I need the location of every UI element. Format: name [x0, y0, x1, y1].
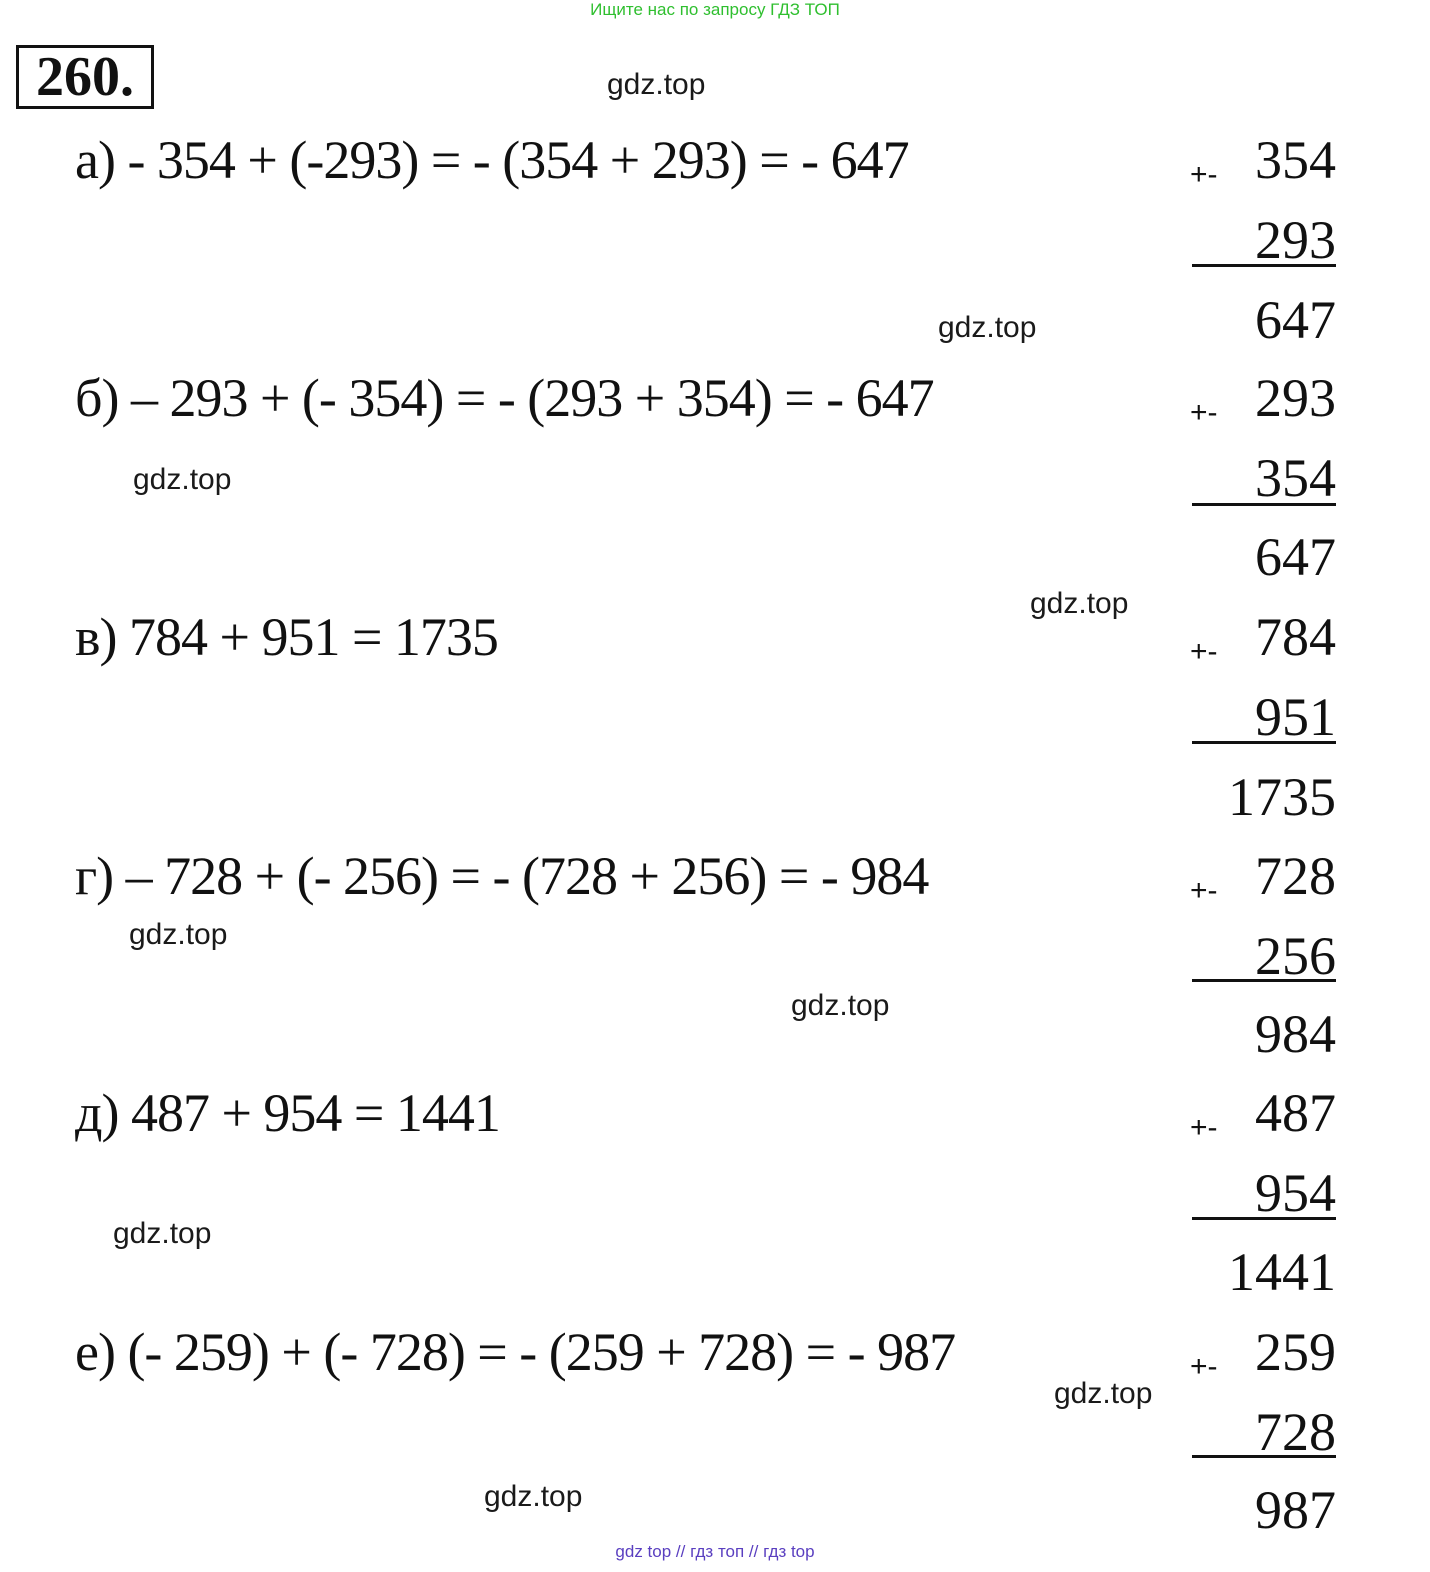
column-sign: +- — [1190, 1111, 1218, 1144]
column-sum-line — [1192, 1217, 1336, 1220]
column-sum-line — [1192, 741, 1336, 744]
task-number: 260. — [16, 45, 154, 109]
bottom-site-note: gdz top // гдз топ // гдз top — [615, 1542, 815, 1561]
column-bottom-operand: 256 — [1255, 926, 1336, 986]
column-sign: +- — [1190, 1350, 1218, 1383]
column-top-operand: 784 — [1255, 607, 1336, 667]
watermark: gdz.top — [607, 68, 706, 101]
column-result: 647 — [1255, 290, 1336, 350]
problem-expression: (- 259) + (- 728) = - (259 + 728) = - 987 — [127, 1322, 956, 1382]
column-bottom-operand: 354 — [1255, 448, 1336, 508]
column-sum-line — [1192, 264, 1336, 267]
column-sum-line — [1192, 503, 1336, 506]
column-bottom-operand: 293 — [1255, 210, 1336, 270]
problem-expression: – 293 + (- 354) = - (293 + 354) = - 647 — [130, 368, 934, 428]
watermark: gdz.top — [1054, 1377, 1153, 1410]
column-sign: +- — [1190, 874, 1218, 907]
top-search-note: Ищите нас по запросу ГДЗ ТОП — [590, 0, 840, 19]
watermark: gdz.top — [791, 989, 890, 1022]
watermark: gdz.top — [484, 1480, 583, 1513]
column-top-operand: 487 — [1255, 1083, 1336, 1143]
problem-expression: - 354 + (-293) = - (354 + 293) = - 647 — [127, 130, 909, 190]
problem-a-equation — [75, 130, 909, 190]
watermark: gdz.top — [129, 918, 228, 951]
problem-label: в) — [75, 607, 117, 667]
problem-c-equation — [75, 607, 498, 667]
watermark: gdz.top — [113, 1217, 212, 1250]
column-sign: +- — [1190, 158, 1218, 191]
column-sign: +- — [1190, 635, 1218, 668]
column-top-operand: 259 — [1255, 1322, 1336, 1382]
problem-f-equation — [75, 1322, 955, 1382]
problem-label: д) — [75, 1083, 119, 1143]
column-top-operand: 728 — [1255, 846, 1336, 906]
column-result: 1441 — [1228, 1242, 1336, 1302]
problem-expression: 487 + 954 = 1441 — [130, 1083, 500, 1143]
column-sum-line — [1192, 1455, 1336, 1458]
problem-b-equation — [75, 368, 934, 428]
column-bottom-operand: 954 — [1255, 1163, 1336, 1223]
column-result: 647 — [1255, 527, 1336, 587]
problem-e-equation — [75, 1083, 500, 1143]
problem-label: а) — [75, 130, 115, 190]
column-top-operand: 293 — [1255, 368, 1336, 428]
problem-d-equation — [75, 846, 928, 906]
watermark: gdz.top — [133, 463, 232, 496]
watermark: gdz.top — [1030, 587, 1129, 620]
problem-label: б) — [75, 368, 119, 428]
column-result: 1735 — [1228, 767, 1336, 827]
column-sum-line — [1192, 979, 1336, 982]
column-bottom-operand: 728 — [1255, 1402, 1336, 1462]
problem-expression: – 728 + (- 256) = - (728 + 256) = - 984 — [125, 846, 929, 906]
problem-label: г) — [75, 846, 114, 906]
problem-label: е) — [75, 1322, 115, 1382]
column-sign: +- — [1190, 396, 1218, 429]
problem-expression: 784 + 951 = 1735 — [128, 607, 498, 667]
column-result: 984 — [1255, 1004, 1336, 1064]
column-bottom-operand: 951 — [1255, 687, 1336, 747]
watermark: gdz.top — [938, 311, 1037, 344]
column-result: 987 — [1255, 1480, 1336, 1540]
column-top-operand: 354 — [1255, 130, 1336, 190]
